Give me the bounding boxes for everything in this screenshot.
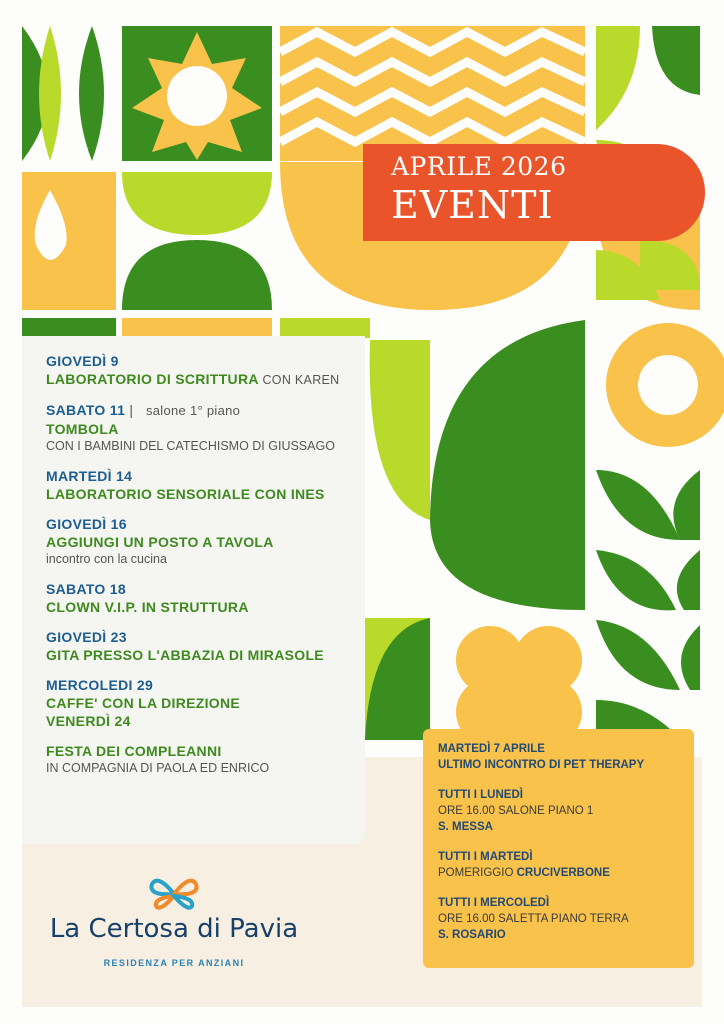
event-item [46,580,353,616]
event-date: GIOVEDÌ 16 [46,516,127,532]
event-item [46,676,353,730]
block-text: ULTIMO INCONTRO DI PET THERAPY [438,759,645,771]
wednesday-block [438,895,682,943]
logo-name: La Certosa di Pavia [49,914,299,944]
title-banner [363,144,705,241]
event-title: CAFFE' CON LA DIREZIONE [46,695,241,711]
event-date: SABATO 18 [46,581,126,597]
monday-block [438,787,682,835]
block-heading: TUTTI I LUNEDÌ [438,789,523,801]
event-item [46,352,353,389]
event-title: TOMBOLA [46,421,119,437]
event-title: LABORATORIO DI SCRITTURA [46,371,259,387]
logo-subtitle: RESIDENZA PER ANZIANI [103,958,245,968]
event-date: SABATO 11 [46,402,126,418]
event-title: AGGIUNGI UN POSTO A TAVOLA [46,534,274,550]
event-title: LABORATORIO SENSORIALE CON INES [46,486,325,502]
event-title-secondary: VENERDÌ 24 [46,713,131,729]
tuesday-block [438,849,682,881]
event-date: MERCOLEDI 29 [46,677,154,693]
event-item [46,401,353,455]
block-heading: TUTTI I MARTEDÌ [438,851,533,863]
block-heading: TUTTI I MERCOLEDÌ [438,897,550,909]
event-guest: CON KAREN [262,373,340,387]
event-location: salone 1° piano [145,403,241,418]
event-title: FESTA DEI COMPLEANNI [46,743,222,759]
block-heading: MARTEDÌ 7 APRILE [438,743,545,755]
event-item [46,628,353,664]
event-date: GIOVEDÌ 9 [46,353,119,369]
block-text: ORE 16.00 SALONE PIANO 1 [438,805,594,817]
block-activity: S. ROSARIO [438,929,506,941]
event-date: MARTEDÌ 14 [46,468,133,484]
event-date: GIOVEDÌ 23 [46,629,127,645]
event-item [46,742,353,777]
event-item [46,467,353,503]
logo [44,872,304,972]
events-list [22,336,365,844]
block-activity: S. MESSA [438,821,493,833]
event-subtitle: CON I BAMBINI DEL CATECHISMO DI GIUSSAGO [46,439,335,453]
event-item [46,515,353,568]
event-subtitle: IN COMPAGNIA DI PAOLA ED ENRICO [46,761,270,775]
event-title: GITA PRESSO L'ABBAZIA DI MIRASOLE [46,647,324,663]
block-text: ORE 16.00 SALETTA PIANO TERRA [438,913,629,925]
butterfly-icon [148,872,200,916]
block-activity: CRUCIVERBONE [516,867,610,879]
event-separator: | [129,402,134,418]
recurring-events-card [423,729,694,968]
event-subtitle: incontro con la cucina [46,552,167,566]
banner-title: EVENTI [391,183,554,227]
pet-therapy-block [438,741,682,773]
event-title: CLOWN V.I.P. IN STRUTTURA [46,599,249,615]
block-text: POMERIGGIO [438,867,514,879]
banner-month-year: APRILE 2026 [391,152,567,181]
